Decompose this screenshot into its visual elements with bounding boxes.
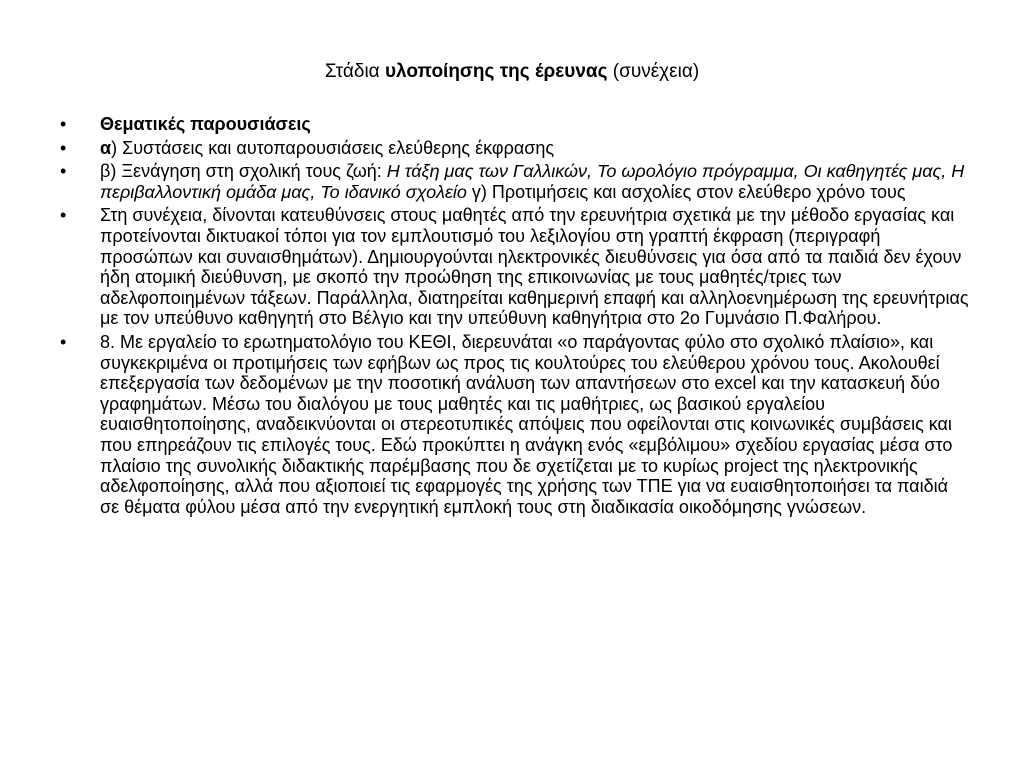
- item-italic-text: Η τάξη μας των Γαλλικών, Το ωρολόγιο πρόγραμμα, Οι καθηγητές μας, Η περιβαλλοντική ομάδα μας, Το ιδανικό σχολείο: [100, 161, 965, 202]
- title-suffix: (συνέχεια): [607, 61, 700, 82]
- list-item-introductions: [60, 138, 972, 159]
- bullet-icon: •: [60, 161, 67, 182]
- bullet-icon: •: [60, 137, 67, 158]
- item-letter: α: [100, 137, 112, 158]
- item-text-after: γ) Προτιμήσεις και ασχολίες στον ελεύθερο χρόνο τους: [466, 181, 906, 202]
- bullet-icon: •: [60, 331, 67, 352]
- slide-title: [0, 60, 1024, 84]
- item-text: ) Συστάσεις και αυτοπαρουσιάσεις ελεύθερης έκφρασης: [111, 137, 555, 158]
- list-item-school-tour: [60, 161, 972, 202]
- item-text: 8. Με εργαλείο το ερωτηματολόγιο του ΚΕΘΙ, διερευνάται «ο παράγοντας φύλο στο σχολικό πλαίσιο», και συγκεκριμένα οι προτιμήσεις των εφήβων ως προς τις κουλτούρες του ελεύθερου χρόνου τους. Ακολουθεί επεξεργασία των δεδομένων με την ποσοτική ανάλυση των απαντήσεων στο excel και την κατασκευή δύο γραφημάτων. Μέσω του διαλόγου με τους μαθητές και τις μαθήτριες, ως βασικού εργαλείου ευαισθητοποίησης, αναδεικνύονται οι στερεοτυπικές απόψεις που οφείλονται στις κοινωνικές συμβάσεις και που επηρεάζουν τις επιλογές τους. Εδώ προκύπτει η ανάγκη ενός «εμβόλιμου» σχεδίου εργασίας μέσα στο πλαίσιο της συνολικής διδακτικής παρέμβασης που δε σχετίζεται με το κυρίως project της ηλεκτρονικής αδελφοποίησης, αλλά που αξιοποιεί τις εφαρμογές της χρήσης των ΤΠΕ για να ευαισθητοποιήσει τα παιδιά σε θέματα φύλου μέσα από την ενεργητική εμπλοκή τους στη διαδικασία οικοδόμησης γνώσεων.: [100, 331, 953, 517]
- bullet-icon: •: [60, 114, 67, 134]
- item-text: Στη συνέχεια, δίνονται κατευθύνσεις στους μαθητές από την ερευνήτρια σχετικά με την μέθοδο εργασίας και προτείνονται δικτυακοί τόποι για τον εμπλουτισμό του λεξιλογίου στη γραπτή έκφραση (περιγραφή προσώπων και συναισθημάτων). Δημιουργούνται ηλεκτρονικές διευθύνσεις για όσα από τα παιδιά δεν έχουν ήδη ατομική διεύθυνση, με σκοπό την προώθηση της επικοινωνίας με τους μαθητές/τριες των αδελφοποιημένων τάξεων. Παράλληλα, διατηρείται καθημερινή επαφή και αλληλοενημέρωση της ερευνήτριας με τον υπεύθυνο καθηγητή στο Βέλγιο και την υπεύθυνη καθηγήτρια στο 2ο Γυμνάσιο Π.Φαλήρου.: [100, 205, 969, 329]
- list-item-thematic-presentations: [60, 114, 972, 135]
- title-prefix: Στάδια: [324, 61, 385, 82]
- bullet-icon: •: [60, 205, 67, 226]
- title-bold: υλοποίησης της έρευνας: [384, 61, 608, 82]
- item-bold-text: Θεματικές παρουσιάσεις: [100, 114, 311, 134]
- item-text-before: β) Ξενάγηση στη σχολική τους ζωή:: [100, 161, 387, 182]
- bullet-list: [60, 114, 972, 520]
- list-item-directions: [60, 205, 972, 329]
- list-item-questionnaire: [60, 332, 972, 517]
